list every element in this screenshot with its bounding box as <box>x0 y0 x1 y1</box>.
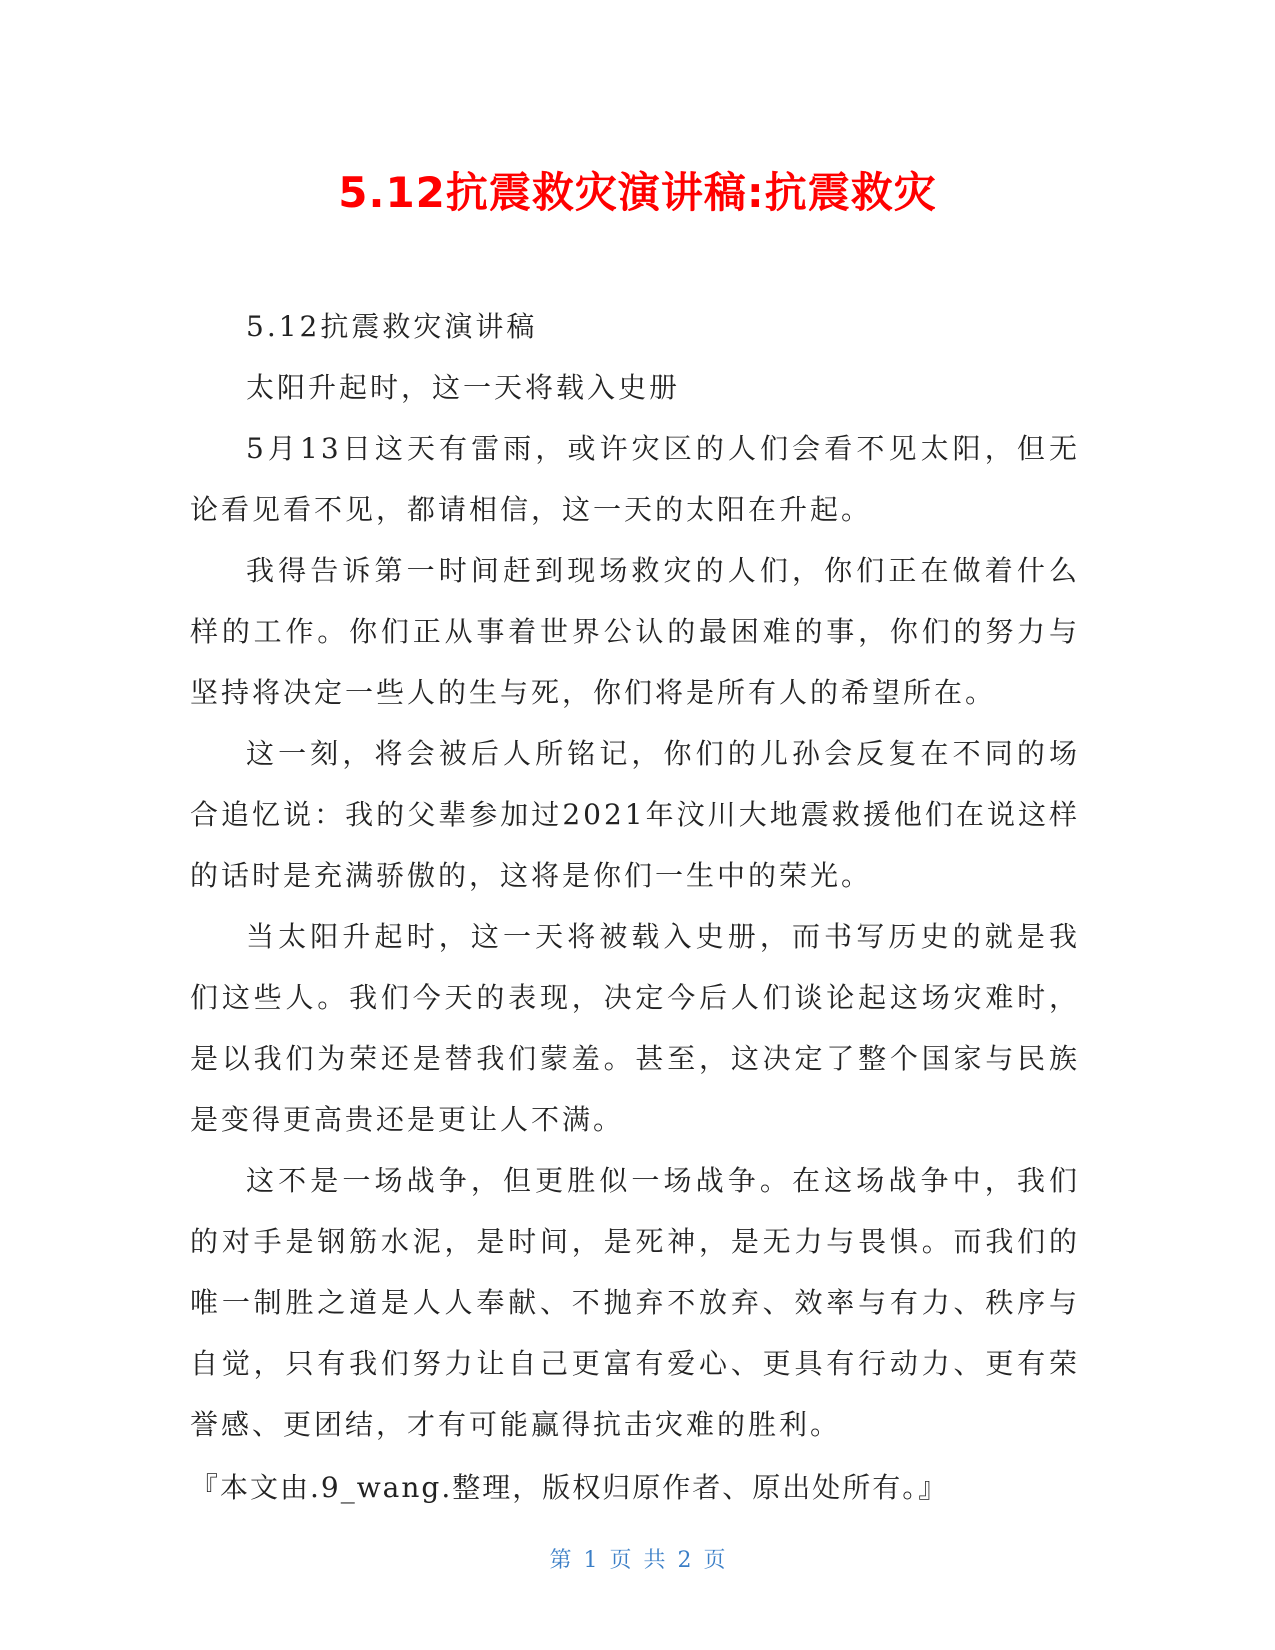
copyright-notice: 『本文由.9_wang.整理，版权归原作者、原出处所有。』 <box>190 1471 949 1504</box>
total-label: 共 <box>643 1548 666 1573</box>
paragraph: 这一刻，将会被后人所铭记，你们的儿孙会反复在不同的场合追忆说：我的父辈参加过2021年汶川大地震救援他们在说这样的话时是充满骄傲的，这将是你们一生中的荣光。 <box>190 737 1080 892</box>
total-word: 页 <box>703 1548 726 1573</box>
paragraph: 5月13日这天有雷雨，或许灾区的人们会看不见太阳，但无论看见看不见，都请相信，这一天的太阳在升起。 <box>190 432 1080 526</box>
document-title: 5.12抗震救灾演讲稿:抗震救灾 <box>338 168 937 217</box>
page-label: 第 <box>549 1548 572 1573</box>
paragraph-subtitle: 5.12抗震救灾演讲稿 <box>246 310 538 343</box>
paragraph-heading: 太阳升起时，这一天将载入史册 <box>246 371 681 404</box>
current-page-number: 1 <box>583 1548 598 1573</box>
page-footer <box>0 1543 1275 1574</box>
total-pages-number: 2 <box>677 1548 692 1573</box>
paragraph: 这不是一场战争，但更胜似一场战争。在这场战争中，我们的对手是钢筋水泥，是时间，是死神，是无力与畏惧。而我们的唯一制胜之道是人人奉献、不抛弃不放弃、效率与有力、秩序与自觉，只有我们努力让自己更富有爱心、更具有行动力、更有荣誉感、更团结，才有可能赢得抗击灾难的胜利。 <box>190 1164 1080 1441</box>
page-word: 页 <box>609 1548 632 1573</box>
paragraph: 当太阳升起时，这一天将被载入史册，而书写历史的就是我们这些人。我们今天的表现，决定今后人们谈论起这场灾难时，是以我们为荣还是替我们蒙羞。甚至，这决定了整个国家与民族是变得更高贵还是更让人不满。 <box>190 920 1080 1136</box>
document-body <box>190 296 1080 1518</box>
paragraph: 我得告诉第一时间赶到现场救灾的人们，你们正在做着什么样的工作。你们正从事着世界公认的最困难的事，你们的努力与坚持将决定一些人的生与死，你们将是所有人的希望所在。 <box>190 554 1080 709</box>
